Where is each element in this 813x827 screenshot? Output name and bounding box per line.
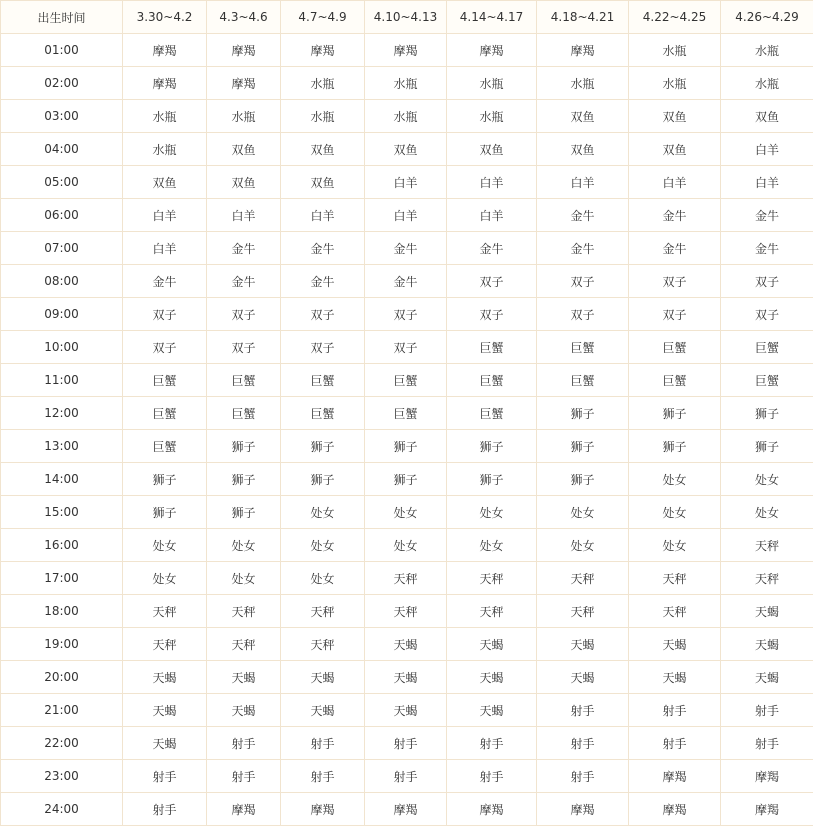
sign-cell: 狮子 (537, 430, 629, 463)
sign-cell: 白羊 (365, 199, 447, 232)
sign-cell: 天秤 (207, 628, 281, 661)
sign-cell: 水瓶 (365, 100, 447, 133)
sign-cell: 金牛 (365, 265, 447, 298)
sign-cell: 狮子 (207, 496, 281, 529)
sign-cell: 金牛 (721, 199, 813, 232)
sign-cell: 双鱼 (447, 133, 537, 166)
table-row (1, 595, 813, 628)
sign-cell: 水瓶 (721, 67, 813, 100)
birth-time-cell: 04:00 (1, 133, 123, 166)
table-row (1, 34, 813, 67)
sign-cell: 天秤 (537, 562, 629, 595)
sign-cell: 摩羯 (123, 34, 207, 67)
table-row (1, 793, 813, 826)
sign-cell: 巨蟹 (629, 331, 721, 364)
sign-cell: 水瓶 (629, 34, 721, 67)
sign-cell: 双子 (123, 298, 207, 331)
table-row (1, 166, 813, 199)
sign-cell: 射手 (537, 727, 629, 760)
sign-cell: 双子 (629, 265, 721, 298)
sign-cell: 天蝎 (447, 628, 537, 661)
sign-cell: 狮子 (207, 430, 281, 463)
sign-cell: 天秤 (447, 595, 537, 628)
sign-cell: 摩羯 (365, 34, 447, 67)
sign-cell: 双鱼 (207, 166, 281, 199)
birth-time-cell: 17:00 (1, 562, 123, 595)
sign-cell: 狮子 (629, 397, 721, 430)
sign-cell: 双鱼 (537, 133, 629, 166)
sign-cell: 狮子 (123, 463, 207, 496)
sign-cell: 天秤 (721, 562, 813, 595)
sign-cell: 狮子 (721, 397, 813, 430)
sign-cell: 射手 (281, 760, 365, 793)
sign-cell: 天秤 (447, 562, 537, 595)
table-row (1, 496, 813, 529)
sign-cell: 水瓶 (281, 100, 365, 133)
birth-time-cell: 09:00 (1, 298, 123, 331)
sign-cell: 摩羯 (629, 760, 721, 793)
sign-cell: 天蝎 (123, 661, 207, 694)
sign-cell: 处女 (447, 529, 537, 562)
sign-cell: 天秤 (365, 595, 447, 628)
sign-cell: 天蝎 (447, 661, 537, 694)
sign-cell: 水瓶 (629, 67, 721, 100)
sign-cell: 射手 (721, 694, 813, 727)
sign-cell: 金牛 (207, 232, 281, 265)
sign-cell: 巨蟹 (123, 430, 207, 463)
sign-cell: 狮子 (365, 430, 447, 463)
sign-cell: 处女 (281, 562, 365, 595)
birth-time-cell: 05:00 (1, 166, 123, 199)
sign-cell: 天蝎 (123, 694, 207, 727)
sign-cell: 双鱼 (629, 133, 721, 166)
sign-cell: 天蝎 (721, 628, 813, 661)
table-row (1, 562, 813, 595)
sign-cell: 摩羯 (537, 34, 629, 67)
sign-cell: 狮子 (123, 496, 207, 529)
sign-cell: 双子 (447, 265, 537, 298)
sign-cell: 天秤 (629, 562, 721, 595)
birth-time-cell: 02:00 (1, 67, 123, 100)
sign-cell: 天蝎 (629, 661, 721, 694)
sign-cell: 巨蟹 (447, 331, 537, 364)
sign-cell: 狮子 (537, 463, 629, 496)
sign-cell: 处女 (629, 496, 721, 529)
sign-cell: 双子 (207, 298, 281, 331)
sign-cell: 天蝎 (207, 694, 281, 727)
birth-time-cell: 20:00 (1, 661, 123, 694)
sign-cell: 摩羯 (629, 793, 721, 826)
sign-cell: 双子 (629, 298, 721, 331)
sign-cell: 狮子 (537, 397, 629, 430)
sign-cell: 白羊 (721, 166, 813, 199)
sign-cell: 双鱼 (721, 100, 813, 133)
sign-cell: 天蝎 (537, 628, 629, 661)
birth-time-cell: 16:00 (1, 529, 123, 562)
sign-cell: 摩羯 (721, 760, 813, 793)
sign-cell: 狮子 (281, 430, 365, 463)
sign-cell: 巨蟹 (365, 397, 447, 430)
sign-cell: 天蝎 (207, 661, 281, 694)
sign-cell: 摩羯 (207, 34, 281, 67)
sign-cell: 双子 (207, 331, 281, 364)
sign-cell: 射手 (365, 727, 447, 760)
table-row (1, 397, 813, 430)
sign-cell: 金牛 (123, 265, 207, 298)
sign-cell: 巨蟹 (207, 364, 281, 397)
header-date-range: 4.14~4.17 (447, 1, 537, 34)
sign-cell: 双鱼 (365, 133, 447, 166)
sign-cell: 射手 (537, 694, 629, 727)
sign-cell: 水瓶 (365, 67, 447, 100)
sign-cell: 双子 (281, 298, 365, 331)
sign-cell: 巨蟹 (537, 364, 629, 397)
sign-cell: 天蝎 (365, 661, 447, 694)
sign-cell: 双子 (365, 331, 447, 364)
sign-cell: 天秤 (207, 595, 281, 628)
sign-cell: 金牛 (537, 232, 629, 265)
sign-cell: 巨蟹 (721, 364, 813, 397)
sign-cell: 巨蟹 (207, 397, 281, 430)
header-birth-time: 出生时间 (1, 1, 123, 34)
sign-cell: 天蝎 (629, 628, 721, 661)
birth-time-cell: 08:00 (1, 265, 123, 298)
sign-cell: 金牛 (629, 232, 721, 265)
sign-cell: 双鱼 (629, 100, 721, 133)
birth-time-cell: 01:00 (1, 34, 123, 67)
sign-cell: 白羊 (123, 232, 207, 265)
sign-cell: 双子 (537, 265, 629, 298)
sign-cell: 白羊 (123, 199, 207, 232)
sign-cell: 摩羯 (447, 793, 537, 826)
sign-cell: 射手 (207, 727, 281, 760)
sign-cell: 双子 (447, 298, 537, 331)
sign-cell: 射手 (365, 760, 447, 793)
sign-cell: 天秤 (123, 628, 207, 661)
sign-cell: 射手 (629, 727, 721, 760)
header-date-range: 3.30~4.2 (123, 1, 207, 34)
sign-cell: 狮子 (721, 430, 813, 463)
sign-cell: 摩羯 (447, 34, 537, 67)
sign-cell: 处女 (629, 463, 721, 496)
sign-cell: 白羊 (447, 166, 537, 199)
sign-cell: 白羊 (629, 166, 721, 199)
sign-cell: 狮子 (629, 430, 721, 463)
table-row (1, 298, 813, 331)
table-row (1, 265, 813, 298)
sign-cell: 处女 (721, 496, 813, 529)
sign-cell: 处女 (207, 529, 281, 562)
sign-cell: 天秤 (537, 595, 629, 628)
sign-cell: 摩羯 (365, 793, 447, 826)
sign-cell: 处女 (721, 463, 813, 496)
sign-cell: 水瓶 (447, 100, 537, 133)
sign-cell: 水瓶 (281, 67, 365, 100)
sign-cell: 天秤 (365, 562, 447, 595)
sign-cell: 巨蟹 (123, 397, 207, 430)
sign-cell: 双子 (721, 265, 813, 298)
table-row (1, 463, 813, 496)
table-row (1, 100, 813, 133)
sign-cell: 天蝎 (721, 595, 813, 628)
table-row (1, 760, 813, 793)
sign-cell: 双鱼 (281, 133, 365, 166)
sign-cell: 水瓶 (721, 34, 813, 67)
sign-cell: 金牛 (537, 199, 629, 232)
header-row (1, 1, 813, 34)
sign-cell: 金牛 (281, 232, 365, 265)
sign-cell: 白羊 (721, 133, 813, 166)
sign-cell: 水瓶 (537, 67, 629, 100)
sign-cell: 狮子 (207, 463, 281, 496)
sign-cell: 巨蟹 (537, 331, 629, 364)
sign-cell: 金牛 (721, 232, 813, 265)
sign-cell: 双子 (123, 331, 207, 364)
sign-cell: 天蝎 (365, 694, 447, 727)
sign-cell: 金牛 (207, 265, 281, 298)
sign-cell: 金牛 (447, 232, 537, 265)
sign-cell: 巨蟹 (365, 364, 447, 397)
birth-time-cell: 14:00 (1, 463, 123, 496)
sign-cell: 处女 (629, 529, 721, 562)
birth-time-cell: 24:00 (1, 793, 123, 826)
birth-time-cell: 22:00 (1, 727, 123, 760)
sign-cell: 水瓶 (123, 133, 207, 166)
header-date-range: 4.7~4.9 (281, 1, 365, 34)
sign-cell: 天蝎 (447, 694, 537, 727)
sign-cell: 金牛 (365, 232, 447, 265)
sign-cell: 处女 (537, 529, 629, 562)
sign-cell: 巨蟹 (629, 364, 721, 397)
sign-cell: 白羊 (447, 199, 537, 232)
table-body (1, 34, 813, 826)
sign-cell: 天秤 (281, 628, 365, 661)
sign-cell: 狮子 (447, 430, 537, 463)
birth-time-cell: 11:00 (1, 364, 123, 397)
header-date-range: 4.3~4.6 (207, 1, 281, 34)
sign-cell: 摩羯 (281, 793, 365, 826)
sign-cell: 白羊 (365, 166, 447, 199)
sign-cell: 摩羯 (721, 793, 813, 826)
header-date-range: 4.18~4.21 (537, 1, 629, 34)
birth-time-cell: 03:00 (1, 100, 123, 133)
sign-cell: 双鱼 (123, 166, 207, 199)
sign-cell: 射手 (537, 760, 629, 793)
sign-cell: 天秤 (721, 529, 813, 562)
sign-cell: 摩羯 (207, 793, 281, 826)
sign-cell: 狮子 (365, 463, 447, 496)
sign-cell: 射手 (123, 760, 207, 793)
sign-cell: 摩羯 (123, 67, 207, 100)
sign-cell: 白羊 (281, 199, 365, 232)
sign-cell: 射手 (281, 727, 365, 760)
table-row (1, 694, 813, 727)
birth-time-cell: 07:00 (1, 232, 123, 265)
birth-time-cell: 13:00 (1, 430, 123, 463)
sign-cell: 白羊 (537, 166, 629, 199)
header-date-range: 4.26~4.29 (721, 1, 813, 34)
birth-time-cell: 10:00 (1, 331, 123, 364)
sign-cell: 射手 (123, 793, 207, 826)
sign-cell: 双鱼 (537, 100, 629, 133)
sign-cell: 双子 (721, 298, 813, 331)
birth-time-cell: 21:00 (1, 694, 123, 727)
sign-cell: 处女 (281, 496, 365, 529)
sign-cell: 双子 (365, 298, 447, 331)
sign-cell: 天蝎 (537, 661, 629, 694)
sign-cell: 金牛 (281, 265, 365, 298)
sign-cell: 处女 (447, 496, 537, 529)
sign-cell: 金牛 (629, 199, 721, 232)
sign-cell: 天蝎 (281, 661, 365, 694)
table-row (1, 232, 813, 265)
sign-cell: 天秤 (629, 595, 721, 628)
birth-time-cell: 15:00 (1, 496, 123, 529)
birth-time-cell: 18:00 (1, 595, 123, 628)
sign-cell: 天秤 (281, 595, 365, 628)
sign-cell: 巨蟹 (281, 397, 365, 430)
sign-cell: 处女 (365, 496, 447, 529)
table-row (1, 199, 813, 232)
table-row (1, 661, 813, 694)
sign-cell: 天秤 (123, 595, 207, 628)
birth-time-cell: 06:00 (1, 199, 123, 232)
sign-cell: 双子 (537, 298, 629, 331)
sign-cell: 处女 (123, 562, 207, 595)
table-row (1, 727, 813, 760)
sign-cell: 射手 (207, 760, 281, 793)
sign-cell: 水瓶 (123, 100, 207, 133)
sign-cell: 双鱼 (281, 166, 365, 199)
header-date-range: 4.10~4.13 (365, 1, 447, 34)
sign-cell: 双鱼 (207, 133, 281, 166)
sign-cell: 处女 (207, 562, 281, 595)
sign-cell: 射手 (447, 760, 537, 793)
table-row (1, 529, 813, 562)
sign-cell: 巨蟹 (123, 364, 207, 397)
sign-cell: 射手 (721, 727, 813, 760)
sign-cell: 摩羯 (537, 793, 629, 826)
sign-cell: 天蝎 (123, 727, 207, 760)
sign-cell: 摩羯 (281, 34, 365, 67)
sign-cell: 双子 (281, 331, 365, 364)
sign-cell: 水瓶 (207, 100, 281, 133)
sign-cell: 巨蟹 (281, 364, 365, 397)
table-row (1, 133, 813, 166)
table-row (1, 430, 813, 463)
sign-cell: 水瓶 (447, 67, 537, 100)
birth-time-cell: 12:00 (1, 397, 123, 430)
sign-cell: 处女 (365, 529, 447, 562)
table-header (1, 1, 813, 34)
sign-cell: 天蝎 (365, 628, 447, 661)
sign-cell: 巨蟹 (721, 331, 813, 364)
sign-cell: 处女 (537, 496, 629, 529)
sign-cell: 巨蟹 (447, 397, 537, 430)
header-date-range: 4.22~4.25 (629, 1, 721, 34)
birth-time-cell: 19:00 (1, 628, 123, 661)
birth-time-cell: 23:00 (1, 760, 123, 793)
table-row (1, 364, 813, 397)
sign-cell: 处女 (123, 529, 207, 562)
table-row (1, 628, 813, 661)
sign-cell: 巨蟹 (447, 364, 537, 397)
sign-cell: 天蝎 (281, 694, 365, 727)
table-row (1, 67, 813, 100)
table-row (1, 331, 813, 364)
sign-cell: 白羊 (207, 199, 281, 232)
sign-cell: 处女 (281, 529, 365, 562)
sign-cell: 狮子 (447, 463, 537, 496)
sign-cell: 射手 (447, 727, 537, 760)
sign-cell: 狮子 (281, 463, 365, 496)
sign-cell: 射手 (629, 694, 721, 727)
sign-cell: 天蝎 (721, 661, 813, 694)
sign-cell: 摩羯 (207, 67, 281, 100)
